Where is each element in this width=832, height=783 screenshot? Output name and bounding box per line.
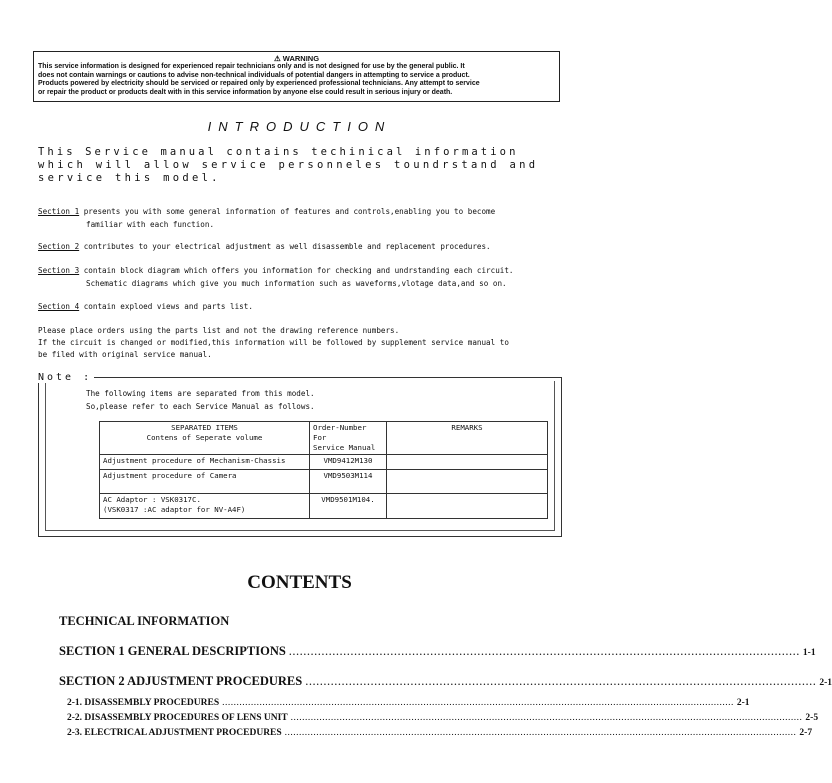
header-cell (310, 422, 387, 455)
toc-leader: .................................................................................................................................................................................. (222, 698, 734, 708)
intro-line: service this model. (38, 172, 221, 184)
toc-page-number: 2-7 (799, 728, 813, 738)
toc-entry[interactable] (67, 713, 819, 723)
orders-line: If the circuit is changed or modified,this information will be followed by supplement service manual to (38, 338, 509, 347)
toc-entry-label: 2-2. DISASSEMBLY PROCEDURES OF LENS UNIT (67, 713, 288, 723)
section-1-text: presents you with some general information of features and controls,enabling you to become (79, 207, 496, 216)
note-line: So,please refer to each Service Manual as follows. (86, 402, 315, 411)
intro-line: This Service manual contains techinical information (38, 146, 519, 158)
toc-entry-label: SECTION 1 GENERAL DESCRIPTIONS (59, 644, 286, 658)
header-contents: Contens of Seperate volume (146, 433, 263, 442)
warning-title: ⚠ WARNING (273, 54, 320, 63)
toc-entry-label: 2-3. ELECTRICAL ADJUSTMENT PROCEDURES (67, 728, 282, 738)
toc-leader: ............................................................................................................................................. (288, 644, 800, 658)
toc-page-number: 2-5 (805, 713, 819, 723)
toc-entry[interactable] (59, 644, 816, 659)
table-row (100, 455, 548, 470)
header-cell (387, 422, 548, 455)
section-3-continuation: Schematic diagrams which give you much information such as waveforms,vlotage data,and so on. (86, 279, 507, 288)
warning-line: or repair the product or products dealt with in this service information by anyone else could result in serious injury or death. (38, 88, 453, 96)
warning-line: Products powered by electricity should be serviced or repaired only by experienced professional technicians. Any attempt to service (38, 80, 480, 88)
table-row (100, 494, 548, 519)
toc-leader: ............................................................................................................................................. (305, 674, 817, 688)
orders-line: be filed with original service manual. (38, 350, 212, 359)
intro-line: which will allow service personneles toundrstand and (38, 159, 539, 171)
table-cell: Adjustment procedure of Mechanism-Chassis (100, 455, 310, 470)
header-remarks: REMARKS (451, 423, 483, 432)
table-cell (100, 494, 310, 519)
separated-items-table (99, 421, 548, 519)
section-1-label: Section 1 (38, 207, 80, 216)
table-cell: Adjustment procedure of Camera (100, 470, 310, 494)
header-cell (100, 422, 310, 455)
section-2-label: Section 2 (38, 242, 80, 251)
section-1-continuation: familiar with each function. (86, 220, 215, 229)
orders-line: Please place orders using the parts list and not the drawing reference numbers. (38, 326, 400, 335)
section-1-paragraph (38, 207, 495, 216)
table-cell (387, 494, 548, 519)
table-cell: VMD9503M114 (310, 470, 387, 494)
section-3-paragraph (38, 266, 513, 275)
toc-page-number: 1-1 (802, 648, 816, 658)
note-frame-top-rule (82, 377, 562, 378)
warning-line: does not contain warnings or cautions to advise non-technical individuals of potential dangers in attempting to service a product. (38, 71, 470, 79)
toc-entry[interactable] (67, 728, 813, 738)
section-4-text: contain exploed views and parts list. (79, 302, 253, 311)
header-service-manual: Service Manual (313, 443, 376, 452)
toc-entry-label: SECTION 2 ADJUSTMENT PROCEDURES (59, 674, 303, 688)
toc-entry-label: 2-1. DISASSEMBLY PROCEDURES (67, 698, 220, 708)
section-3-label: Section 3 (38, 266, 80, 275)
contents-title: CONTENTS (247, 572, 352, 593)
warning-line: This service information is designed for experienced repair technicians only and is not designed for use by the general public. It (38, 63, 465, 70)
section-2-paragraph (38, 242, 491, 251)
toc-page-number: 2-1 (736, 698, 750, 708)
toc-entry[interactable] (67, 698, 750, 708)
table-header-row (100, 422, 548, 455)
table-row (100, 470, 548, 494)
note-line: The following items are separated from this model. (86, 389, 315, 398)
table-cell (387, 455, 548, 470)
ac-adaptor-note: (VSK0317 :AC adaptor for NV-A4F) (103, 505, 246, 514)
section-4-label: Section 4 (38, 302, 80, 311)
toc-entry[interactable] (59, 674, 832, 689)
note-label: Note : (38, 372, 93, 383)
header-order-number: Order-Number For (313, 423, 367, 442)
technical-information-heading: TECHNICAL INFORMATION (59, 614, 230, 628)
table-cell: VMD9501M104. (310, 494, 387, 519)
header-separated-items: SEPARATED ITEMS (171, 423, 238, 432)
section-2-text: contributes to your electrical adjustment as well disassemble and replacement procedures. (79, 242, 491, 251)
toc-leader: .................................................................................................................................................................................. (284, 728, 797, 738)
table-cell: VMD9412M130 (310, 455, 387, 470)
toc-page-number: 2-1 (819, 678, 832, 688)
introduction-title: INTRODUCTION (207, 119, 392, 134)
ac-adaptor-line: AC Adaptor : VSK0317C. (103, 495, 201, 504)
warning-box (33, 51, 560, 102)
section-3-text: contain block diagram which offers you information for checking and undrstanding each circuit. (79, 266, 514, 275)
table-cell (387, 470, 548, 494)
toc-leader: .................................................................................................................................................................................. (290, 713, 803, 723)
section-4-paragraph (38, 302, 253, 311)
